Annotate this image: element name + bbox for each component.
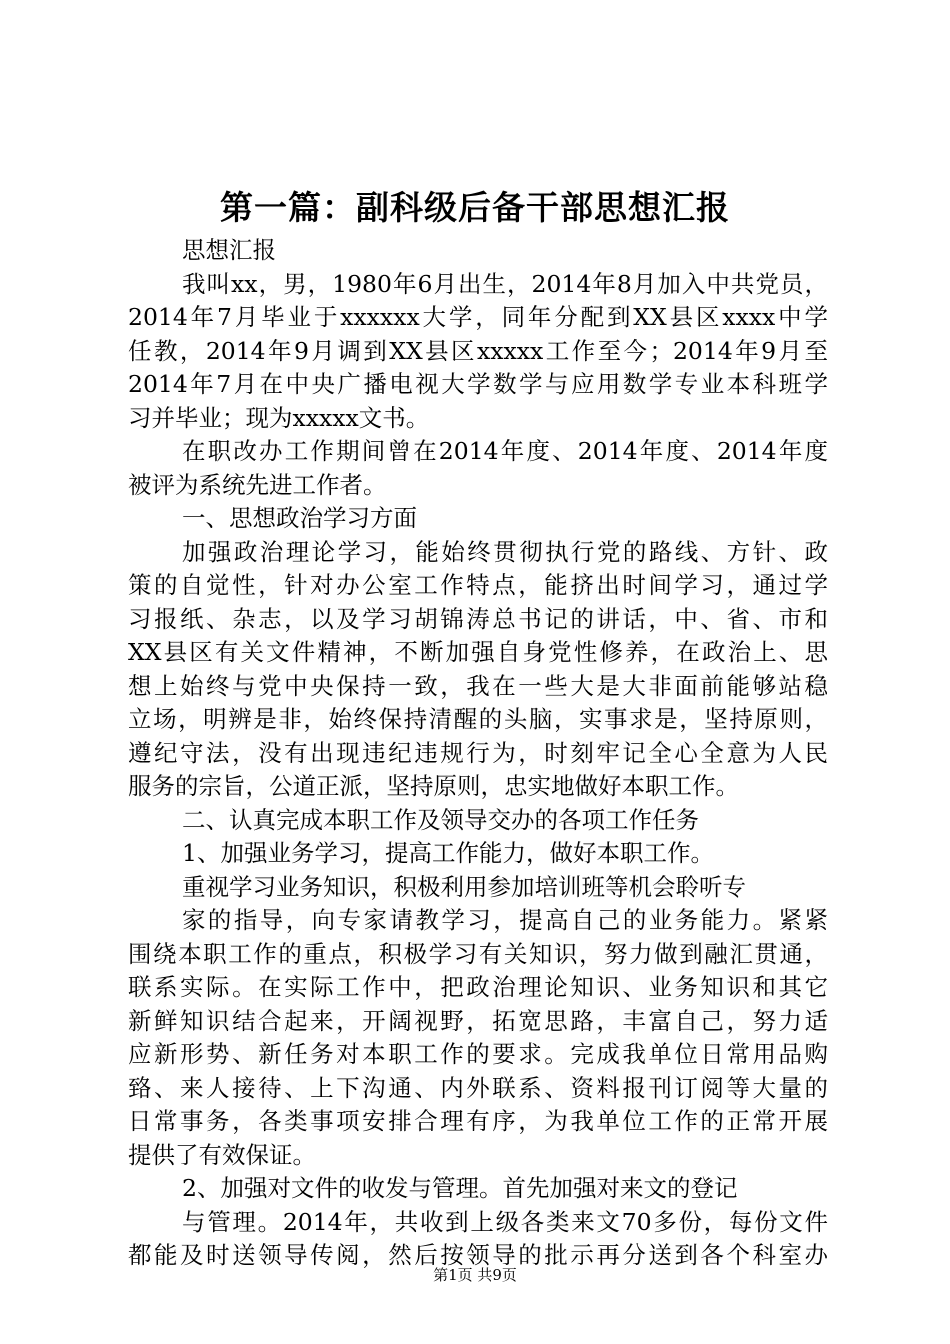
text-line: 在职改办工作期间曾在2014年度、2014年度、2014年度 [182,437,828,465]
text-line: 我叫xx，男，1980年6月出生，2014年8月加入中共党员， [182,269,828,298]
text-line: 一、思想政治学习方面 [182,504,417,532]
text-line: 联系实际。在实际工作中，把政治理论知识、业务知识和其它 [128,973,828,1001]
document-body [128,234,828,1273]
document-title: 第一篇：副科级后备干部思想汇报 [220,188,730,227]
text-line: 应新形势、新任务对本职工作的要求。完成我单位日常用品购 [128,1040,828,1068]
text-line: 习并毕业；现为xxxxx文书。 [128,403,430,432]
text-line: 提供了有效保证。 [128,1140,316,1169]
text-line: 策的自觉性，针对办公室工作特点，能挤出时间学习，通过学 [128,571,828,599]
page-footer: 第1页 共9页 [433,1266,517,1284]
text-line: 被评为系统先进工作者。 [128,470,387,499]
text-line: 立场，明辨是非，始终保持清醒的头脑，实事求是，坚持原则， [128,705,828,733]
text-line: 日常事务，各类事项安排合理有序，为我单位工作的正常开展 [128,1107,828,1135]
text-line: 重视学习业务知识，积极利用参加培训班等机会聆听专 [182,872,746,901]
text-line: 习报纸、杂志，以及学习胡锦涛总书记的讲话，中、省、市和 [128,604,828,633]
text-line: 臵、来人接待、上下沟通、内外联系、资料报刊订阅等大量的 [128,1073,828,1102]
text-line: 思想汇报 [182,236,276,264]
text-line: 遵纪守法，没有出现违纪违规行为，时刻牢记全心全意为人民 [128,738,828,767]
text-line: 2014年7月毕业于xxxxxx大学，同年分配到XX县区xxxx中学 [128,303,828,331]
text-line: 1、加强业务学习，提高工作能力，做好本职工作。 [182,839,714,867]
text-line: 新鲜知识结合起来，开阔视野，拓宽思路，丰富自己，努力适 [128,1006,828,1035]
text-line: XX县区有关文件精神，不断加强自身党性修养，在政治上、思 [128,638,828,666]
text-line: 围绕本职工作的重点，积极学习有关知识，努力做到融汇贯通， [128,939,828,968]
text-line: 加强政治理论学习，能始终贯彻执行党的路线、方针、政 [182,537,828,566]
text-line: 都能及时送领导传阅，然后按领导的批示再分送到各个科室办 [128,1241,828,1269]
text-line: 想上始终与党中央保持一致，我在一些大是大非面前能够站稳 [128,671,828,700]
text-line: 服务的宗旨，公道正派，坚持原则，忠实地做好本职工作。 [128,772,739,800]
text-line: 2、加强对文件的收发与管理。首先加强对来文的登记 [182,1174,738,1202]
text-line: 2014年7月在中央广播电视大学数学与应用数学专业本科班学 [128,370,828,398]
text-line: 二、认真完成本职工作及领导交办的各项工作任务 [182,805,699,834]
text-line: 与管理。2014年，共收到上级各类来文70多份，每份文件 [182,1207,828,1236]
text-line: 任教，2014年9月调到XX县区xxxxx工作至今；2014年9月至 [128,336,828,365]
text-line: 家的指导，向专家请教学习，提高自己的业务能力。紧紧 [182,906,828,934]
